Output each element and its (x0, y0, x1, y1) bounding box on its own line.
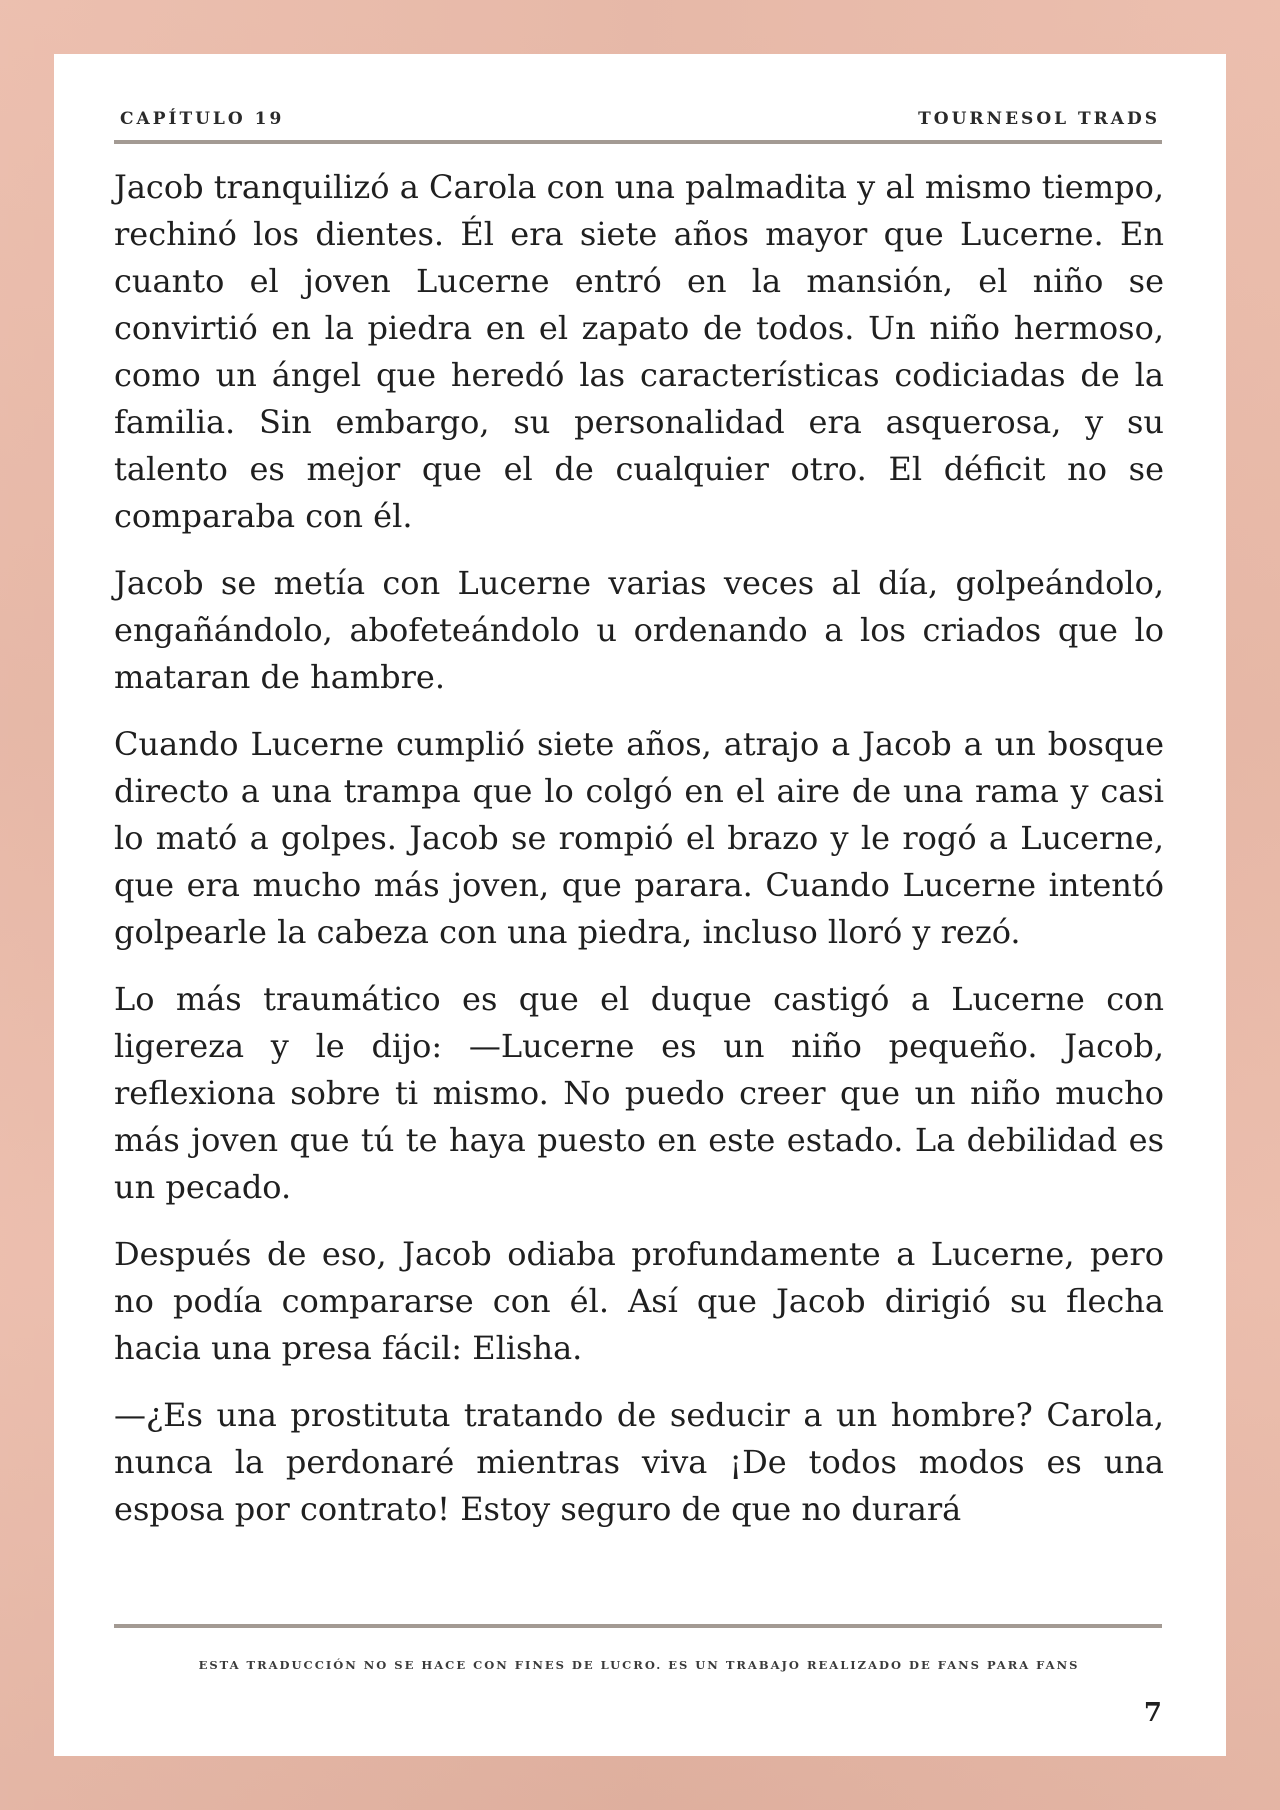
disclaimer-note: ESTA TRADUCCIÓN NO SE HACE CON FINES DE LUCRO. ES UN TRABAJO REALIZADO DE FANS PARA FANS (198, 1658, 1080, 1672)
paragraph: Después de eso, Jacob odiaba profundamente a Lucerne, pero no podía compararse con él. Así que Jacob dirigió su flecha hacia una presa fácil: Elisha. (114, 1235, 1164, 1367)
chapter-title: CAPÍTULO 19 (120, 109, 285, 129)
paragraph: Jacob se metía con Lucerne varias veces al día, golpeándolo, engañándolo, abofeteándolo u ordenando a los criados que lo mataran de hambre. (114, 564, 1164, 696)
translator-group: TOURNESOL TRADS (918, 109, 1160, 129)
page-header (120, 104, 1160, 134)
paragraph: Lo más traumático es que el duque castigó a Lucerne con ligereza y le dijo: —Lucerne es un niño pequeño. Jacob, reflexiona sobre ti mismo. No puedo creer que un niño mucho más joven que tú te haya puesto en este estado. La debilidad es un pecado. (114, 980, 1164, 1206)
page-number: 7 (1143, 1698, 1162, 1728)
paragraph: Jacob tranquilizó a Carola con una palmadita y al mismo tiempo, rechinó los dientes. Él era siete años mayor que Lucerne. En cuanto el joven Lucerne entró en la mansión, el niño se convirtió en la piedra en el zapato de todos. Un niño hermoso, como un ángel que heredó las características codiciadas de la familia. Sin embargo, su personalidad era asquerosa, y su talento es mejor que el de cualquier otro. El déficit no se comparaba con él. (114, 168, 1164, 535)
paragraph: Cuando Lucerne cumplió siete años, atrajo a Jacob a un bosque directo a una trampa que lo colgó en el aire de una rama y casi lo mató a golpes. Jacob se rompió el brazo y le rogó a Lucerne, que era mucho más joven, que parara. Cuando Lucerne intentó golpearle la cabeza con una piedra, incluso lloró y rezó. (114, 725, 1164, 951)
header-divider (114, 140, 1162, 144)
body-text (114, 164, 1164, 1533)
document-page (54, 54, 1226, 1756)
footer-divider (114, 1624, 1162, 1628)
paragraph: —¿Es una prostituta tratando de seducir a un hombre? Carola, nunca la perdonaré mientras viva ¡De todos modos es una esposa por contrato! Estoy seguro de que no durará (114, 1396, 1164, 1528)
